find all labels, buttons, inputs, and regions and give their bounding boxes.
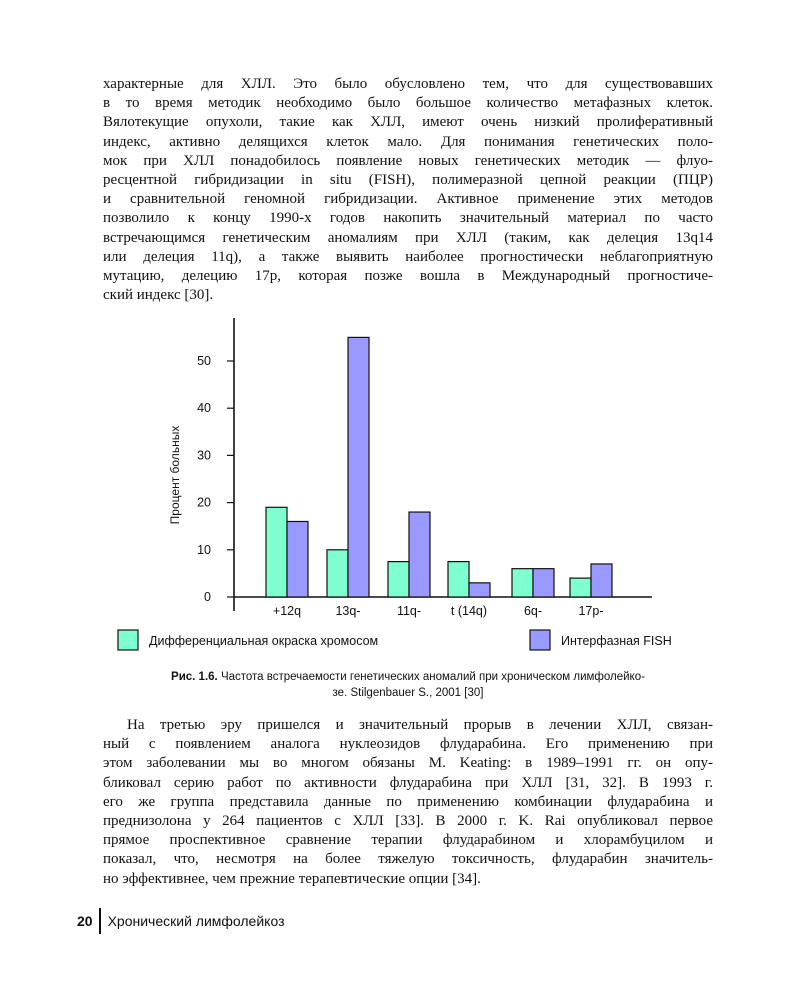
y-tick-label: 0 — [204, 590, 211, 604]
running-title: Хронический лимфолейкоз — [107, 913, 285, 929]
footer-divider — [99, 908, 101, 934]
text-line: На третью эру пришелся и значительный прорыв в лечении ХЛЛ, связан- — [127, 717, 713, 733]
caption-label: Рис. 1.6. — [171, 671, 218, 683]
legend-swatch — [530, 630, 550, 650]
text-line: или делеция 11q), а также выявить наиболее прогностически неблагоприятную — [103, 248, 713, 265]
bar-fish — [533, 569, 554, 597]
caption-text: Частота встречаемости генетических аномалий при хроническом лимфолейко- — [220, 671, 645, 683]
text-line: мутацию, делецию 17p, которая позже вошла в Международный прогностиче- — [103, 268, 713, 285]
text-line: бликовал серию работ по активности флударабина при ХЛЛ [31, 32]. В 1993 г. — [103, 774, 713, 791]
y-tick-label: 20 — [197, 495, 211, 510]
text-line: характерные для ХЛЛ. Это было обусловлено тем, что для существовавших — [103, 76, 713, 92]
y-tick-label: 30 — [197, 448, 211, 463]
legend-swatch — [118, 630, 138, 650]
legend-label: Дифференциальная окраска хромосом — [149, 634, 379, 648]
y-tick-label: 50 — [197, 354, 211, 368]
bar-karyotype — [512, 569, 533, 597]
text-line: Вялотекущие опухоли, такие как ХЛЛ, имеют очень низкий пролиферативный — [103, 114, 713, 131]
figure-caption — [103, 669, 713, 701]
text-line: но эффективнее, чем прежние терапевтические опции [34]. — [103, 870, 481, 887]
bar-fish — [469, 583, 490, 597]
text-line: ресцентной гибридизации in situ (FISH), полимеразной цепной реакции (ПЦР) — [103, 172, 713, 189]
text-line: прямое проспективное сравнение терапии флударабином и хлорамбуцилом и — [103, 832, 713, 849]
bar-karyotype — [388, 562, 409, 597]
x-tick-label: 17p- — [578, 604, 604, 618]
y-axis-label: Процент больных — [168, 425, 182, 525]
bar-karyotype — [570, 578, 591, 597]
x-tick-label: t (14q) — [450, 604, 488, 618]
bar-karyotype — [448, 562, 469, 597]
page-footer — [77, 908, 285, 934]
caption-text-2: зе. Stilgenbauer S., 2001 [30] — [332, 687, 484, 699]
text-line: этом заболевании мы во многом обязаны M. Keating: в 1989–1991 гг. он опу- — [103, 755, 713, 772]
legend-label: Интерфазная FISH — [561, 634, 672, 648]
bar-fish — [287, 521, 308, 597]
text-line: показал, что, несмотря на более тяжелую токсичность, флударабин значитель- — [103, 851, 713, 868]
paragraph-2 — [103, 716, 713, 889]
x-tick-label: +12q — [272, 604, 302, 618]
y-tick-label: 40 — [197, 401, 211, 416]
bar-karyotype — [327, 550, 348, 597]
text-line: в то время методик необходимо было большое количество метафазных клеток. — [103, 95, 713, 112]
text-line: и сравнительной геномной гибридизации. Активное применение этих методов — [103, 191, 713, 208]
bar-fish — [409, 512, 430, 597]
bar-fish — [591, 564, 612, 597]
text-line: позволило к концу 1990-х годов накопить значительный материал по часто — [103, 210, 713, 227]
text-line: мок при ХЛЛ понадобилось появление новых генетических методик — флуо- — [103, 152, 713, 169]
text-line: индекс, активно делящихся клеток мало. Для понимания генетических поло- — [103, 133, 713, 150]
text-line: преднизолона у 264 пациентов с ХЛЛ [33]. В 2000 г. K. Rai опубликовал первое — [103, 813, 713, 830]
x-tick-label: 11q- — [396, 604, 422, 618]
text-line: ский индекс [30]. — [103, 287, 214, 304]
text-line: встречающимся генетическим аномалиям при ХЛЛ (таким, как делеция 13q14 — [103, 229, 713, 246]
paragraph-1 — [103, 75, 713, 305]
y-tick-label: 10 — [197, 542, 211, 557]
bar-fish — [348, 337, 369, 597]
x-tick-label: 13q- — [335, 604, 361, 618]
text-line: ный с появлением аналога нуклеозидов флударабина. Его применению при — [103, 736, 713, 753]
x-tick-label: 6q- — [523, 604, 543, 618]
page-number: 20 — [77, 913, 93, 929]
bar-karyotype — [266, 507, 287, 597]
text-line: его же группа представила данные по применению комбинации флударабина и — [103, 793, 713, 810]
